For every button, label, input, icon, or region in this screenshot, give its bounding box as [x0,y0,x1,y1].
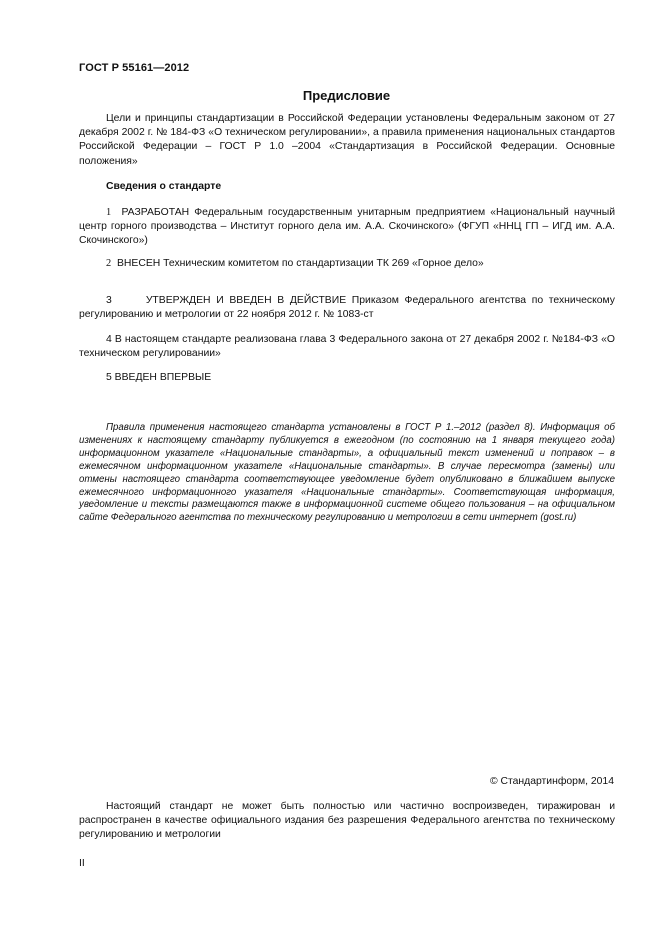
info-item-3 [79,294,615,322]
info-item-text: В настоящем стандарте реализована глава 3 Федерального закона от 27 декабря 2002 г. №184-ФЗ «О техническом регулировании» [79,334,616,360]
foreword-intro: Цели и принципы стандартизации в Российской Федерации установлены Федеральным законом от 27 декабря 2002 г. № 184-ФЗ «О техническом регулировании», а правила применения национальных стандартов Российской Федерации – ГОСТ Р 1.0 –2004 «Стандартизация в Российской Федерации. Основные положения» [79,113,615,167]
info-heading: Сведения о стандарте [106,181,222,192]
info-item-number: 2 [106,258,112,269]
reproduction-notice: Настоящий стандарт не может быть полностью или частично воспроизведен, тиражирован и распространен в качестве официального издания без разрешения Федерального агентства по техническому регулированию и метрологии [79,801,615,841]
info-item-text: ВВЕДЕН ВПЕРВЫЕ [114,372,212,383]
publication-notice: Правила применения настоящего стандарта установлены в ГОСТ Р 1.–2012 (раздел 8). Информация об изменениях к настоящему стандарту публикуется в ежегодном (по состоянию на 1 января текущего года) информационном указателе «Национальные стандарты», а официальный текст изменений и поправок – в ежемесячном информационном указателе «Национальные стандарты». В случае пересмотра (замены) или отмены настоящего стандарта соответствующее уведомление будет опубликовано в ближайшем выпуске ежемесячного информационного указателя «Национальные стандарты». Соответствующая информация, уведомление и тексты размещаются также в информационной системе общего пользования – на официальном сайте Федерального агентства по техническому регулированию и метрологии в сети интернет (gost.ru) [79,422,615,524]
info-item-4 [79,333,615,361]
foreword-title-text: Предисловие [302,88,391,103]
foreword-title [0,88,661,103]
copyright-line: © Стандартинформ, 2014 [489,776,614,787]
info-item-number: 1 [106,207,112,218]
info-item-5 [79,371,615,385]
info-item-number: 4 [106,334,112,345]
info-item-text: РАЗРАБОТАН Федеральным государственным унитарным предприятием «Национальный научный центр горного производства – Институт горного дела им. А.А. Скочинского» (ФГУП «ННЦ ГП – ИГД им. А.А. Скочинского») [79,207,615,247]
info-item-number: 3 [106,295,112,306]
info-item-text: ВНЕСЕН Техническим комитетом по стандартизации ТК 269 «Горное дело» [116,258,484,269]
info-item-text: УТВЕРЖДЕН И ВВЕДЕН В ДЕЙСТВИЕ Приказом Федерального агентства по техническому регулированию и метрологии от 22 ноября 2012 г. № 1083-ст [79,295,615,321]
info-item-2 [79,257,615,271]
info-item-number: 5 [106,372,112,383]
standard-code-header: ГОСТ Р 55161—2012 [79,62,190,74]
page-number: II [79,858,85,869]
info-item-1 [79,206,615,249]
